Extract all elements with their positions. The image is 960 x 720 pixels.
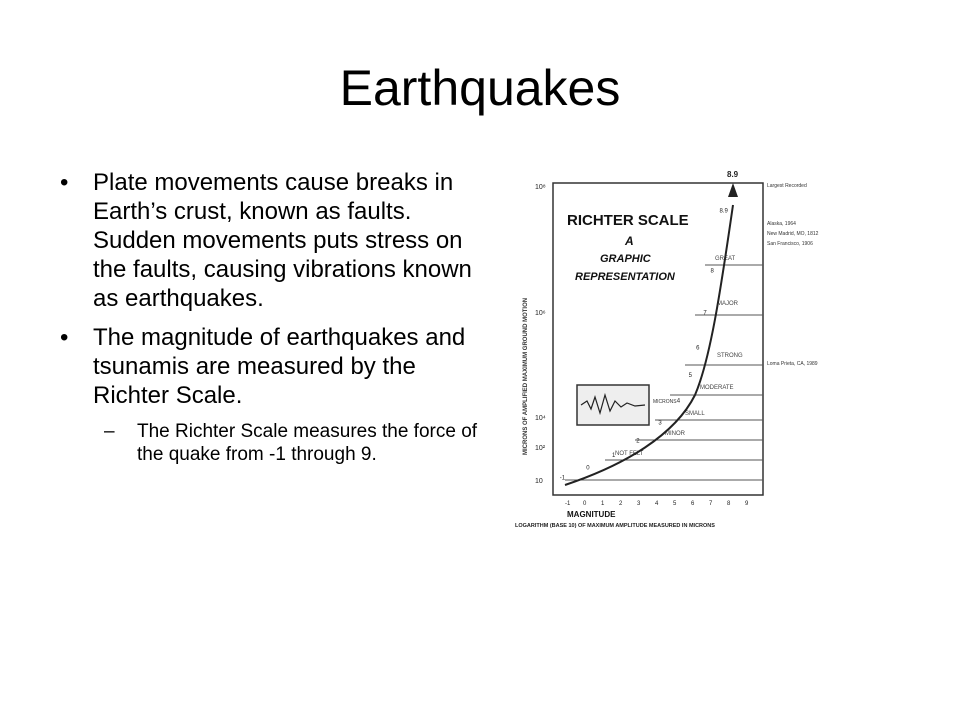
band-label: NOT FELT bbox=[615, 451, 644, 457]
peak-label: 8.9 bbox=[727, 170, 739, 179]
curve-mark-label: 3 bbox=[658, 420, 662, 427]
bullet-item bbox=[60, 323, 480, 410]
bullet-text: Plate movements cause breaks in Earth’s crust, known as faults. Sudden movements puts stress on the faults, causing vibrations known as earthquakes. bbox=[93, 169, 472, 312]
x-tick-label: 9 bbox=[745, 501, 749, 507]
curve-mark-label: 7 bbox=[703, 310, 707, 317]
event-note: Largest Recorded bbox=[767, 183, 807, 189]
magnitude-curve bbox=[565, 205, 733, 485]
curve-mark-label: 6 bbox=[696, 345, 700, 352]
band-label: MAJOR bbox=[717, 301, 738, 307]
figure-title-line: A bbox=[625, 234, 634, 248]
curve-mark-label: -1 bbox=[559, 475, 566, 482]
curve-mark-label: 5 bbox=[688, 372, 692, 379]
bullet-text: The magnitude of earthquakes and tsunamis are measured by the Richter Scale. bbox=[93, 324, 466, 409]
bullet-item bbox=[60, 168, 480, 313]
event-notes bbox=[767, 183, 819, 367]
y-ticks bbox=[535, 184, 546, 485]
x-tick-label: 3 bbox=[637, 501, 641, 507]
slide-body bbox=[60, 168, 480, 466]
x-tick-label: 4 bbox=[655, 501, 659, 507]
sub-bullet-item bbox=[60, 420, 480, 466]
x-tick-label: 5 bbox=[673, 501, 677, 507]
band-label: SMALL bbox=[685, 411, 705, 417]
y-tick-label: 10⁶ bbox=[535, 310, 546, 317]
y-tick-label: 10⁸ bbox=[535, 184, 546, 191]
x-tick-label: 0 bbox=[583, 501, 587, 507]
richter-scale-graphic bbox=[505, 165, 860, 570]
band-label: STRONG bbox=[717, 353, 743, 359]
footer-label: LOGARITHM (BASE 10) OF MAXIMUM AMPLITUDE MEASURED IN MICRONS bbox=[515, 523, 715, 529]
y-tick-label: 10² bbox=[535, 445, 546, 452]
figure-title-line: GRAPHIC bbox=[600, 253, 651, 265]
x-tick-label: 8 bbox=[727, 501, 731, 507]
plot-frame bbox=[553, 183, 763, 495]
event-note: Alaska, 1964 bbox=[767, 221, 796, 227]
x-tick-label: 2 bbox=[619, 501, 623, 507]
event-note: New Madrid, MO, 1812 bbox=[767, 231, 819, 237]
figure-title-line: REPRESENTATION bbox=[575, 271, 675, 283]
x-ticks bbox=[565, 501, 749, 507]
curve-mark-label: 8.9 bbox=[719, 208, 728, 215]
sub-bullet-text: The Richter Scale measures the force of the quake from -1 through 9. bbox=[137, 421, 478, 465]
band-label: MODERATE bbox=[700, 385, 734, 391]
x-tick-label: 1 bbox=[601, 501, 605, 507]
curve-mark-label: 4 bbox=[676, 398, 681, 405]
y-axis-label: MICRONS OF AMPLIFIED MAXIMUM GROUND MOTION bbox=[523, 297, 529, 455]
band-label: MINOR bbox=[665, 431, 685, 437]
band-label: GREAT bbox=[715, 256, 736, 262]
curve-mark-label: 2 bbox=[636, 438, 640, 445]
y-tick-label: 10 bbox=[535, 478, 543, 485]
curve-mark-label: 1 bbox=[611, 453, 616, 460]
bullet-dot: • bbox=[60, 324, 69, 351]
seismogram-label: MICRONS bbox=[653, 399, 677, 405]
x-tick-label: 6 bbox=[691, 501, 695, 507]
slide-title: Earthquakes bbox=[339, 60, 621, 116]
x-tick-label: 7 bbox=[709, 501, 713, 507]
y-tick-label: 10⁴ bbox=[535, 415, 546, 422]
curve-arrow-icon bbox=[728, 183, 738, 197]
richter-scale-figure bbox=[505, 165, 860, 570]
event-note: San Francisco, 1906 bbox=[767, 241, 813, 247]
sub-bullet-dash: – bbox=[104, 421, 115, 442]
event-note: Loma Prieta, CA, 1989 bbox=[767, 361, 818, 367]
bullet-dot: • bbox=[60, 169, 69, 196]
curve-mark-label: 0 bbox=[586, 465, 590, 472]
x-axis-label: MAGNITUDE bbox=[567, 510, 616, 519]
figure-title: RICHTER SCALE bbox=[567, 212, 689, 229]
x-tick-label: -1 bbox=[565, 501, 571, 507]
curve-mark-label: 8 bbox=[710, 268, 714, 275]
band-lines bbox=[565, 265, 763, 480]
